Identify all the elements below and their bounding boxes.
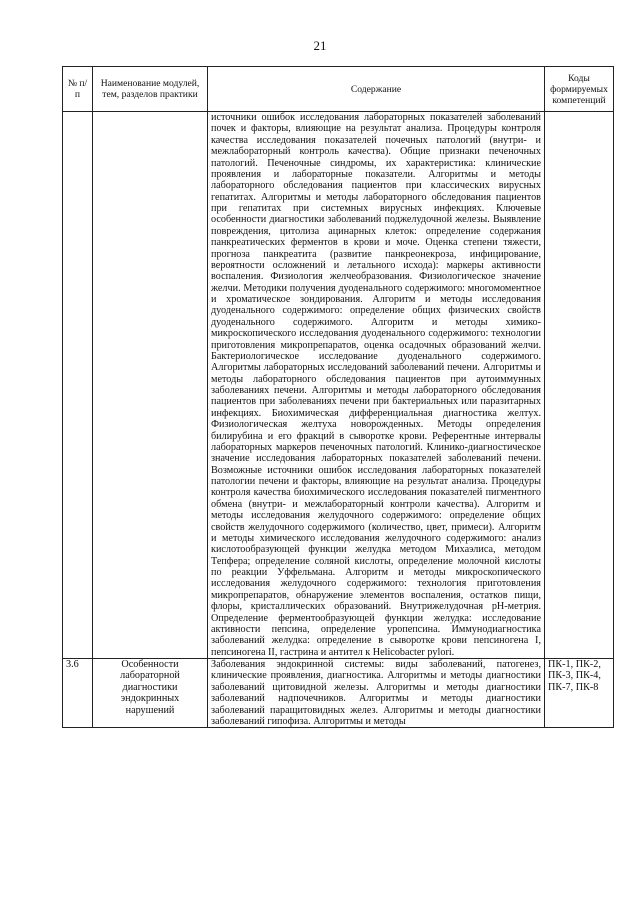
table-row bbox=[63, 112, 614, 659]
header-codes: Коды формируемых компетенций bbox=[545, 67, 614, 112]
row-content bbox=[208, 112, 545, 659]
page-number: 21 bbox=[313, 38, 327, 53]
row-num bbox=[63, 112, 93, 659]
row-content-text: Заболевания эндокринной системы: виды заболеваний, патогенез, клинические проявления, диагностика. Алгоритмы и методы диагностики заболеваний щитовидной железы. Алгоритмы и методы диагностики заболеваний надпочечников. Алгоритмы и методы диагностики заболеваний паращитовидных желез. Алгоритмы и методы диагностики заболеваний гипофиза. Алгоритмы и методы bbox=[211, 659, 541, 727]
row-num: 3.6 bbox=[63, 659, 93, 728]
table-header-row bbox=[63, 67, 614, 112]
row-codes bbox=[545, 112, 614, 659]
row-module bbox=[93, 112, 208, 659]
row-codes: ПК-1, ПК-2, ПК-3, ПК-4, ПК-7, ПК-8 bbox=[545, 659, 614, 728]
table-row bbox=[63, 659, 614, 728]
header-num: № п/п bbox=[63, 67, 93, 112]
curriculum-table bbox=[62, 66, 614, 728]
row-content-text: источники ошибок исследования лабораторных показателей заболеваний почек и факторы, влияющие на результат анализа. Процедуры контроля качества исследования показателей почечных патологий (внутри- и межлабораторный контроль качества). Общие признаки печеночных патологий. Печеночные синдромы, их характеристика: клинические проявления и лабораторные показатели. Алгоритмы и методы лабораторного обследования пациентов при классических вирусных гепатитах. Алгоритмы и методы лабораторного обследования пациентов при гепатитах при системных вирусных инфекциях. Ключевые особенности диагностики заболеваний поджелудочной железы. Выявление повреждения, цитолиза ацинарных клеток: определение содержания панкреатических ферментов в крови и моче. Оценка степени тяжести, прогноза панкреатита (развитие панкреонекроза, инфицирование, вероятности осложнений и летального исхода): маркеры активности воспаления. Физиология желчеобразования. Физиологическое значение желчи. Методики получения дуоденального содержимого: многомоментное и хроматическое зондирования. Алгоритм и методы исследования дуоденального содержимого: определение общих физических свойств дуоденального содержимого. Алгоритм и методы химико-микроскопического исследования дуоденального содержимого: технологии приготовления микропрепаратов, оценка осадочных образований желчи. Бактериологическое исследование дуоденального содержимого. Алгоритмы лабораторных исследований заболеваний печени. Алгоритмы и методы лабораторного обследования пациентов при аутоиммунных заболеваниях печени. Алгоритмы и методы лабораторного обследования пациентов при заболеваниях печени при бактериальных или паразитарных инфекциях. Биохимическая дифференциальная диагностика желтух. Физиологическая желтуха новорожденных. Методы определения билирубина и его фракций в сыворотке крови. Референтные интервалы лабораторных маркеров печеночных патологий. Клинико-диагностическое значение исследования лабораторных показателей заболеваний печени. Возможные источники ошибок исследования лабораторных показателей патологии печени и факторы, влияющие на результат анализа. Процедуры контроля качества биохимического исследования показателей пигментного обмена (внутри- и межлабораторный контроли качества). Алгоритм и методы исследования желудочного содержимого: определение общих свойств желудочного содержимого (количество, цвет, примеси). Алгоритм и методы химического исследования желудочного содержимого: анализ кислотообразующей функции желудка методом Михаэлиса, методом Тепфера; определение соляной кислоты, определение молочной кислоты по реакции Уффельмана. Алгоритм и методы микроскопического исследования желудочного содержимого: технология приготовления микропрепаратов, обнаружение элементов воспаления, остатков пищи, флоры, кристаллических образований. Внутрижелудочная pH-метрия. Определение ферментообразующей функции желудка: исследование активности пепсина, определение уропепсина. Иммунодиагностика заболеваний желудка: определение в сыворотке крови пепсиногена I, пепсиногена II, гастрина и антител к Helicobacter pylori. bbox=[211, 112, 541, 658]
header-module: Наименование модулей, тем, разделов практики bbox=[93, 67, 208, 112]
row-content bbox=[208, 659, 545, 728]
header-content: Содержание bbox=[208, 67, 545, 112]
row-module: Особенности лабораторной диагностики эндокринных нарушений bbox=[93, 659, 208, 728]
